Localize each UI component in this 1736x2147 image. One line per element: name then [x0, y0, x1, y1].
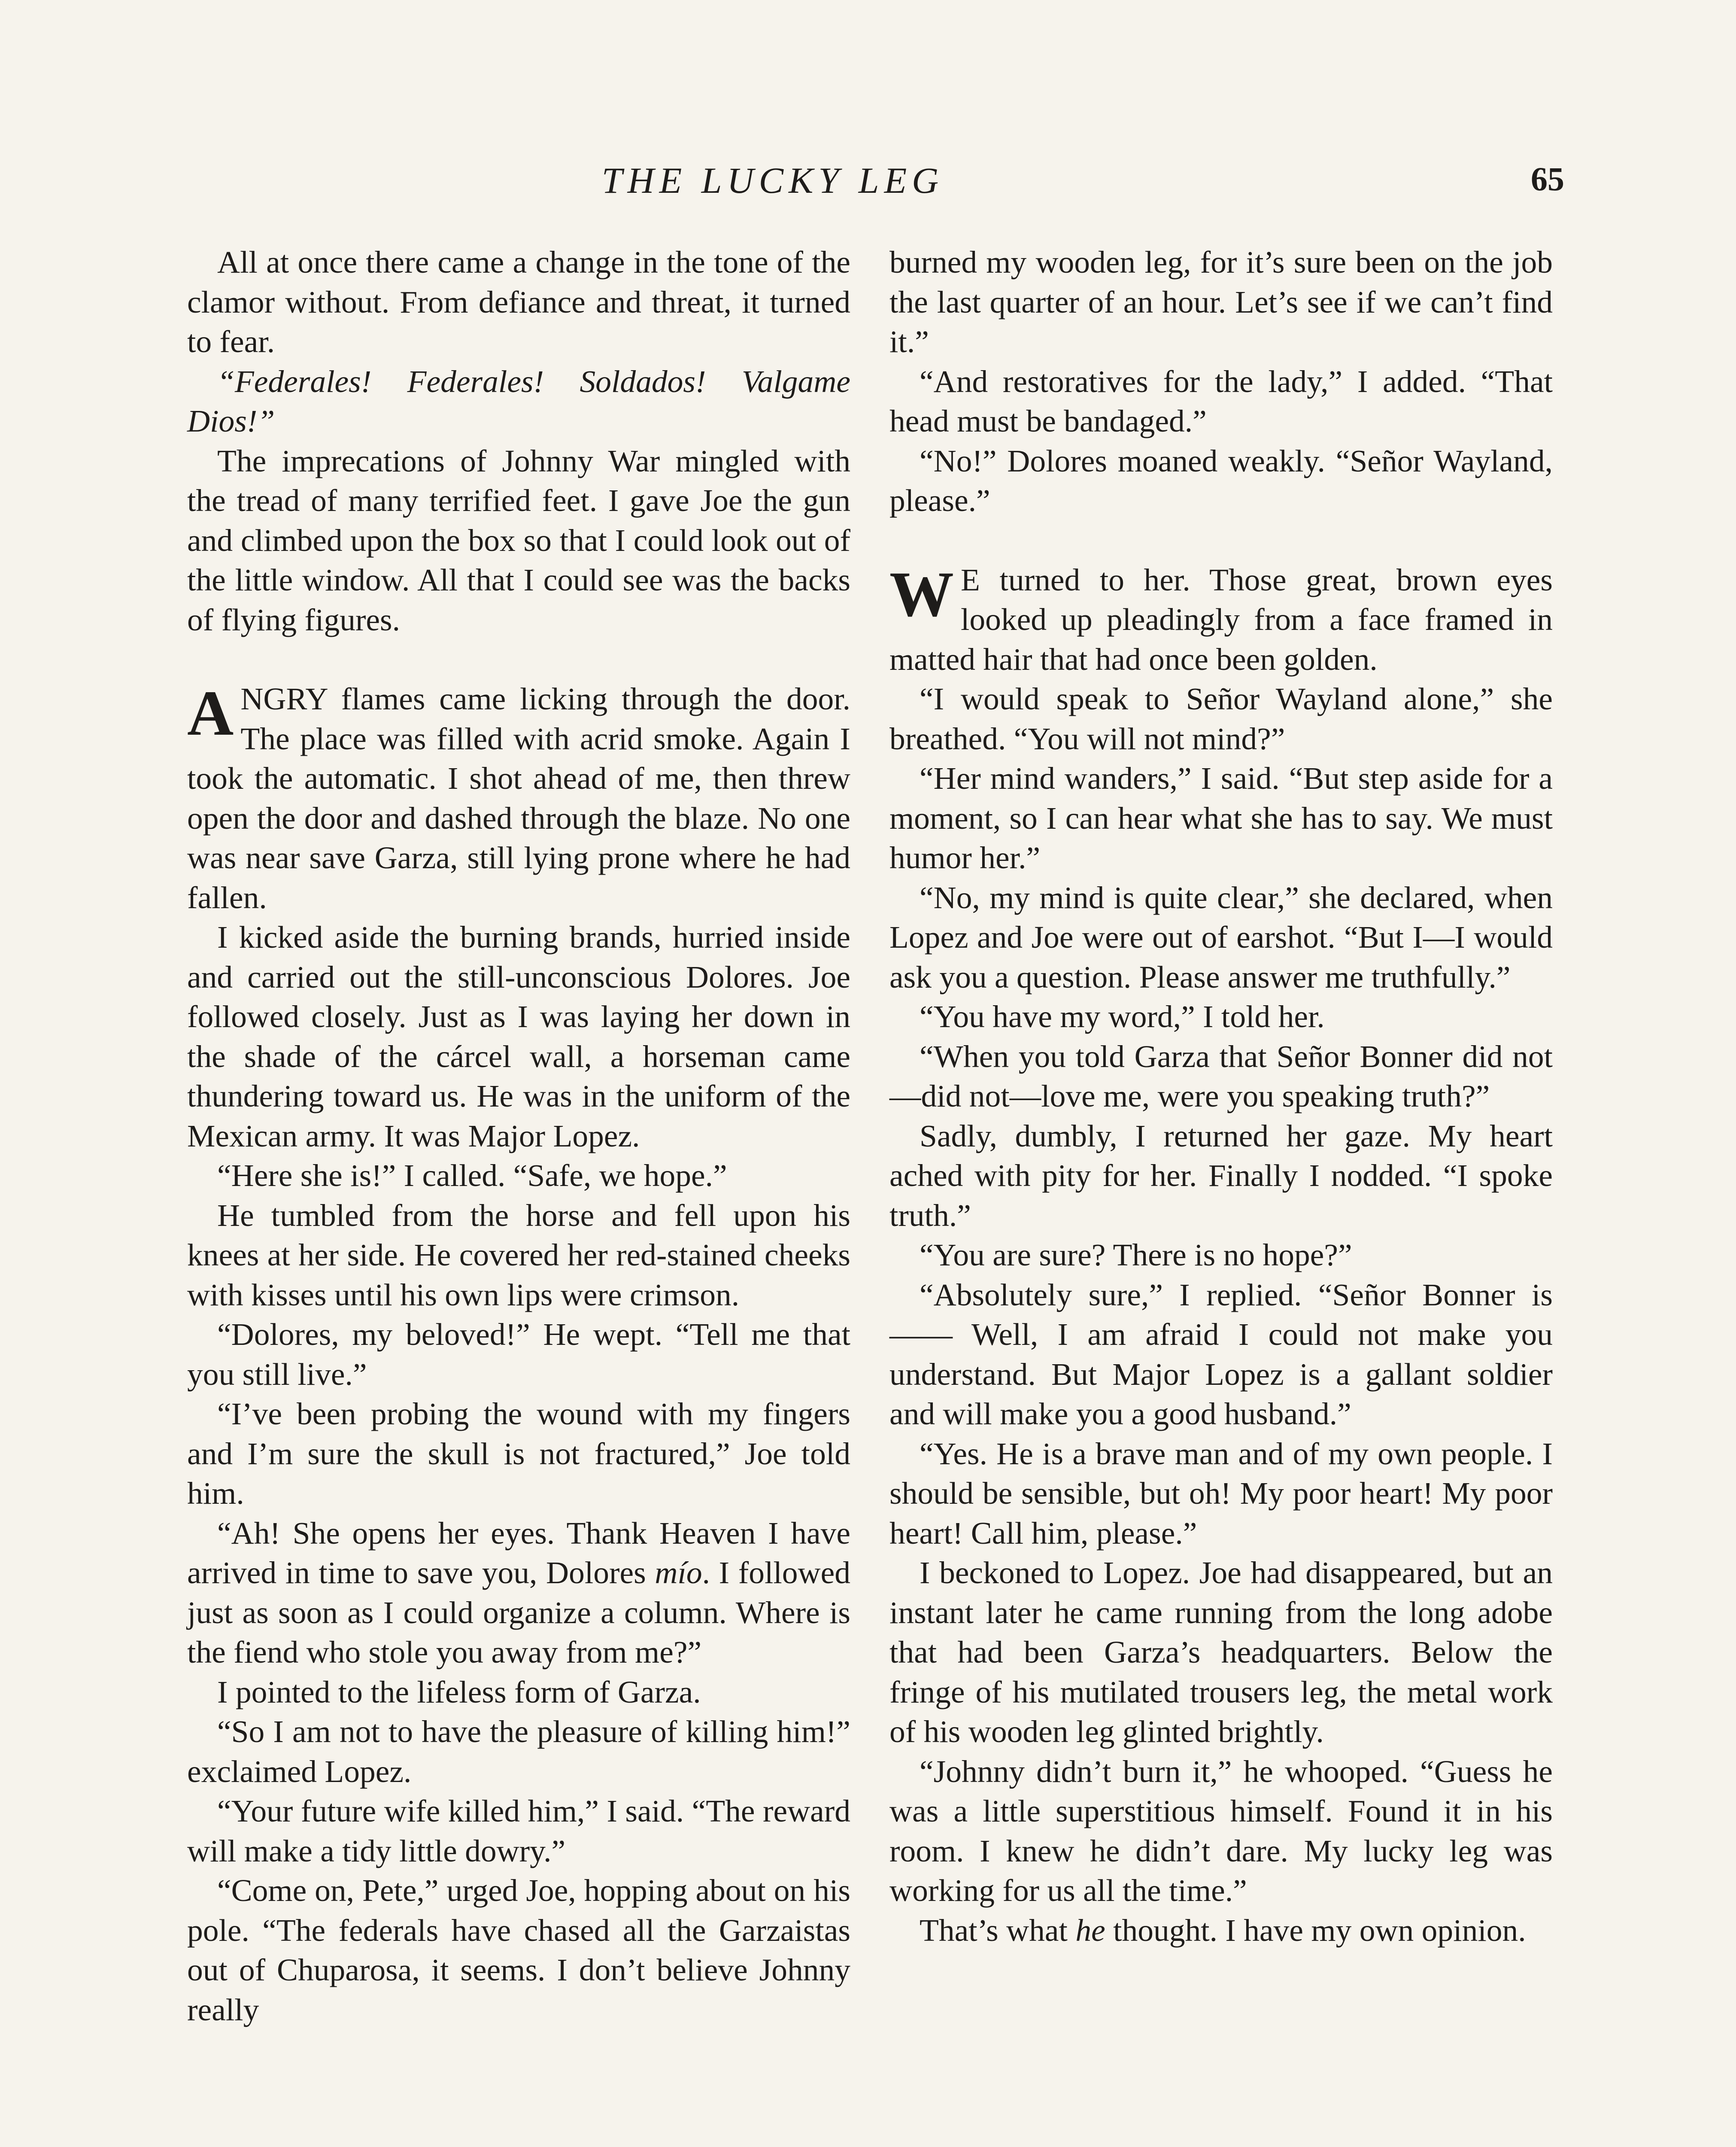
paragraph: All at once there came a change in the tone of the clamor without. From defiance and threat, it turned to fear.: [187, 245, 850, 359]
section-break: [889, 521, 1553, 560]
page-number: 65: [1531, 160, 1564, 198]
paragraph-exclamation: “Federales! Federales! Soldados! Valgame Dios!”: [187, 364, 850, 438]
paragraph-text: thought. I have my own opinion.: [1105, 1913, 1526, 1948]
paragraph: “Her mind wanders,” I said. “But step aside for a moment, so I can hear what she has to say. We must humor her.”: [889, 761, 1553, 875]
left-column: [187, 243, 850, 2030]
paragraph: “You have my word,” I told her.: [920, 999, 1325, 1034]
paragraph: “Dolores, my beloved!” He wept. “Tell me that you still live.”: [187, 1317, 850, 1392]
paragraph: “I would speak to Señor Wayland alone,” she breathed. “You will not mind?”: [889, 681, 1553, 756]
section-break: [187, 640, 850, 679]
paragraph-text: E turned to her. Those great, brown eyes looked up pleadingly from a face framed in matted hair that had once been golden.: [889, 562, 1553, 677]
paragraph: I beckoned to Lopez. Joe had disappeared, but an instant later he came running from the long adobe that had been Garza’s headquarters. Below the fringe of his mutilated trousers leg, the metal work of his wooden leg glinted brightly.: [889, 1555, 1553, 1749]
right-column: [889, 243, 1553, 1950]
paragraph: [187, 1514, 850, 1673]
paragraph: He tumbled from the horse and fell upon his knees at her side. He covered her red-stained cheeks with kisses until his own lips were crimson.: [187, 1198, 850, 1312]
running-header-title: THE LUCKY LEG: [601, 160, 944, 201]
paragraph: “I’ve been probing the wound with my fingers and I’m sure the skull is not fractured,” Joe told him.: [187, 1396, 850, 1511]
paragraph: “Absolutely sure,” I replied. “Señor Bonner is—— Well, I am afraid I could not make you understand. But Major Lopez is a gallant soldier and will make you a good husband.”: [889, 1277, 1553, 1431]
paragraph: The imprecations of Johnny War mingled with the tread of many terrified feet. I gave Joe the gun and climbed upon the box so that I could look out of the little window. All that I could see was the backs of flying figures.: [187, 443, 850, 637]
paragraph: “Your future wife killed him,” I said. “The reward will make a tidy little dowry.”: [187, 1794, 850, 1868]
paragraph: “Yes. He is a brave man and of my own people. I should be sensible, but oh! My poor heart! My poor heart! Call him, please.”: [889, 1436, 1553, 1551]
paragraph: “Come on, Pete,” urged Joe, hopping about on his pole. “The federals have chased all the Garzaistas out of Chuparosa, it seems. I don’t believe Johnny really: [187, 1873, 850, 2027]
paragraph-text: That’s what: [920, 1913, 1076, 1948]
paragraph-text: “Ah! She opens her eyes. Thank Heaven I have arrived in time to save you, Dolores: [187, 1515, 850, 1590]
paragraph: “No, my mind is quite clear,” she declared, when Lopez and Joe were out of earshot. “But I—I would ask you a question. Please answer me truthfully.”: [889, 880, 1553, 994]
paragraph: “Johnny didn’t burn it,” he whooped. “Guess he was a little superstitious himself. Found it in his room. I knew he didn’t dare. My lucky leg was working for us all the time.”: [889, 1754, 1553, 1908]
emphasis-text: mío: [655, 1555, 702, 1590]
paragraph-continued: burned my wooden leg, for it’s sure been on the job the last quarter of an hour. Let’s see if we can’t find it.”: [889, 245, 1553, 359]
drop-cap: A: [187, 678, 234, 749]
paragraph: I pointed to the lifeless form of Garza.: [217, 1674, 701, 1709]
drop-cap: W: [889, 558, 954, 630]
paragraph: [889, 1911, 1553, 1951]
paragraph: “You are sure? There is no hope?”: [920, 1238, 1352, 1272]
paragraph: “When you told Garza that Señor Bonner did not—did not—love me, were you speaking truth?”: [889, 1039, 1553, 1113]
paragraph: “Here she is!” I called. “Safe, we hope.”: [217, 1158, 727, 1193]
section-start-paragraph: [889, 560, 1553, 680]
paragraph: “No!” Dolores moaned weakly. “Señor Wayland, please.”: [889, 443, 1553, 518]
emphasis-text: he: [1075, 1913, 1105, 1948]
paragraph: Sadly, dumbly, I returned her gaze. My heart ached with pity for her. Finally I nodded. “I spoke truth.”: [889, 1118, 1553, 1233]
paragraph-text: NGRY flames came licking through the door. The place was filled with acrid smoke. Again I took the automatic. I shot ahead of me, then threw open the door and dashed through the blaze. No one was near save Garza, still lying prone where he had fallen.: [187, 681, 850, 915]
section-start-paragraph: [187, 679, 850, 918]
paragraph-text: . I followed just as soon as I could organize a column. Where is the fiend who stole you away from me?”: [187, 1555, 850, 1670]
paragraph: “And restoratives for the lady,” I added. “That head must be bandaged.”: [889, 364, 1553, 438]
paragraph: “So I am not to have the pleasure of killing him!” exclaimed Lopez.: [187, 1714, 850, 1789]
paragraph: I kicked aside the burning brands, hurried inside and carried out the still-unconscious Dolores. Joe followed closely. Just as I was laying her down in the shade of the cárcel wall, a horseman came thundering toward us. He was in the uniform of the Mexican army. It was Major Lopez.: [187, 920, 850, 1153]
